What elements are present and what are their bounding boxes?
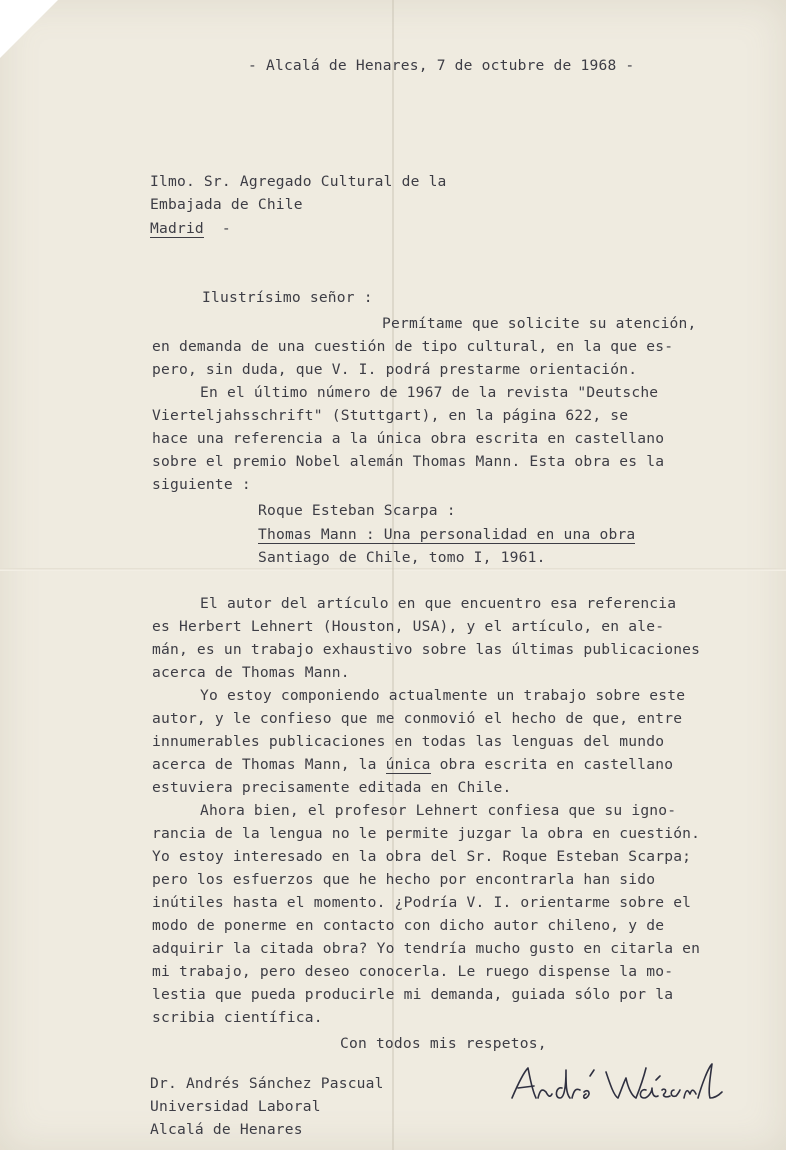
body-line: pero los esfuerzos que he hecho por encontrarla han sido (152, 871, 656, 888)
body-line: sobre el premio Nobel alemán Thomas Mann. Esta obra es la (152, 453, 665, 470)
body-line: pero, sin duda, que V. I. podrá prestarme orientación. (152, 361, 638, 378)
body-line: En el último número de 1967 de la revista "Deutsche (200, 384, 659, 401)
recipient-line-1: Ilmo. Sr. Agregado Cultural de la (150, 173, 447, 190)
reference-title: Thomas Mann : Una personalidad en una obra (258, 526, 636, 543)
date-line: - Alcalá de Henares, 7 de octubre de 1968 - (248, 57, 635, 74)
underlined-word: única (385, 756, 431, 773)
recipient-city-mark: - (221, 220, 231, 237)
body-line: mi trabajo, pero deseo conocerla. Le ruego dispense la mo- (152, 963, 674, 980)
body-line: es Herbert Lehnert (Houston, USA), y el artículo, en ale- (152, 618, 665, 635)
body-line: lestia que pueda producirle mi demanda, guiada sólo por la (152, 986, 674, 1003)
closing: Con todos mis respetos, (340, 1035, 547, 1052)
body-line: estuviera precisamente editada en Chile. (152, 779, 512, 796)
body-line: siguiente : (152, 476, 251, 493)
sender-institution: Universidad Laboral (150, 1098, 321, 1115)
salutation: Ilustrísimo señor : (202, 289, 373, 306)
body-line: autor, y le confieso que me conmovió el hecho de que, entre (152, 710, 683, 727)
reference-place: Santiago de Chile, tomo I, 1961. (258, 549, 546, 566)
reference-title-row (258, 525, 635, 545)
body-text: acerca de Thomas Mann, la (152, 756, 386, 773)
body-line: mán, es un trabajo exhaustivo sobre las últimas publicaciones (152, 641, 701, 658)
torn-corner (0, 0, 58, 58)
handwritten-signature (506, 1058, 726, 1104)
body-line: scribia científica. (152, 1009, 323, 1026)
sender-city: Alcalá de Henares (150, 1121, 303, 1138)
reference-author: Roque Esteban Scarpa : (258, 502, 456, 519)
body-line: Vierteljahsschrift" (Stuttgart), en la página 622, se (152, 407, 629, 424)
recipient-line-2: Embajada de Chile (150, 196, 303, 213)
body-line: Permítame que solicite su atención, (382, 315, 697, 332)
body-line: rancia de la lengua no le permite juzgar la obra en cuestión. (152, 825, 701, 842)
body-line: inútiles hasta el momento. ¿Podría V. I. orientarme sobre el (152, 894, 692, 911)
body-line: hace una referencia a la única obra escrita en castellano (152, 430, 665, 447)
body-line: adquirir la citada obra? Yo tendría mucho gusto en citarla en (152, 940, 701, 957)
body-line: El autor del artículo en que encuentro esa referencia (200, 595, 677, 612)
body-line: Ahora bien, el profesor Lehnert confiesa que su igno- (200, 802, 677, 819)
recipient-city-row (150, 219, 231, 239)
body-line: acerca de Thomas Mann. (152, 664, 350, 681)
body-line-with-underline (152, 755, 673, 775)
recipient-city: Madrid (150, 220, 204, 237)
body-text: obra escrita en castellano (430, 756, 674, 773)
body-line: innumerables publicaciones en todas las lenguas del mundo (152, 733, 665, 750)
body-line: en demanda de una cuestión de tipo cultural, en la que es- (152, 338, 674, 355)
body-line: modo de ponerme en contacto con dicho autor chileno, y de (152, 917, 665, 934)
body-line: Yo estoy componiendo actualmente un trabajo sobre este (200, 687, 686, 704)
sender-name: Dr. Andrés Sánchez Pascual (150, 1075, 384, 1092)
body-line: Yo estoy interesado en la obra del Sr. Roque Esteban Scarpa; (152, 848, 692, 865)
